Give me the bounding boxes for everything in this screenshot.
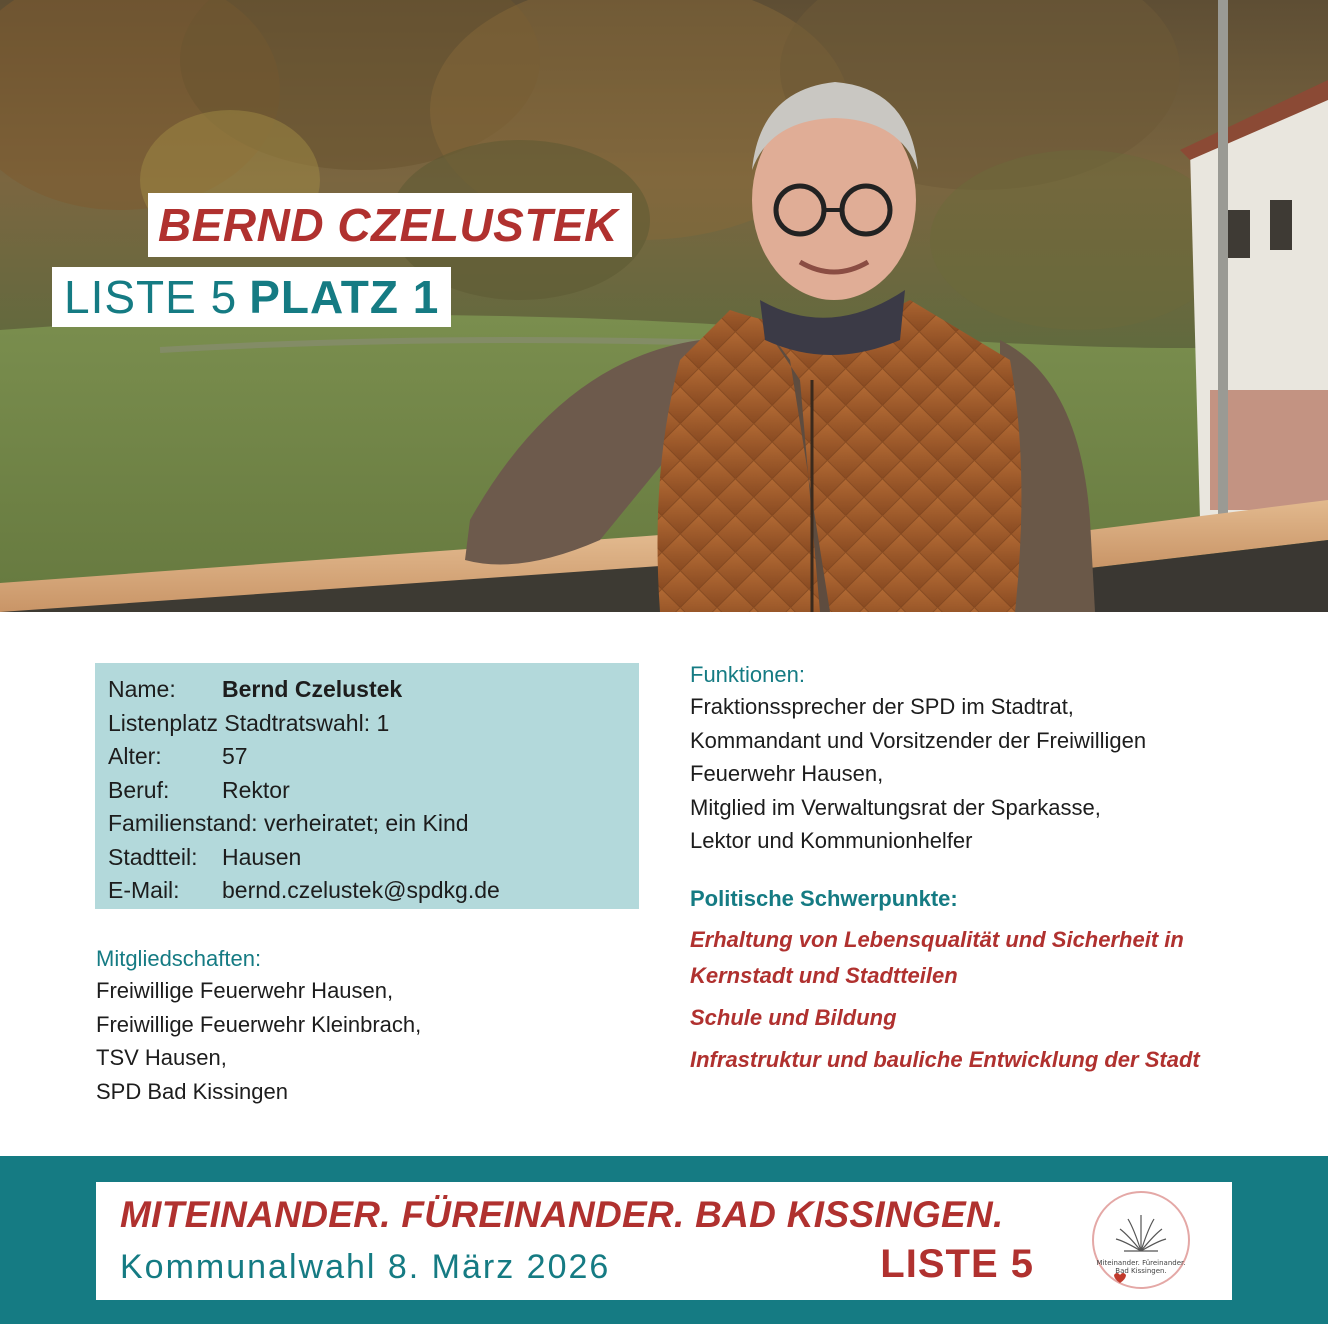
memberships-section xyxy=(96,944,421,1108)
age-value: 57 xyxy=(222,743,248,769)
footer-list-label: LISTE 5 xyxy=(880,1242,1034,1286)
slogan: MITEINANDER. FÜREINANDER. BAD KISSINGEN. xyxy=(120,1194,1004,1235)
name-label: Name: xyxy=(108,676,176,702)
memberships-title: Mitgliedschaften: xyxy=(96,946,262,971)
info-row-list-position xyxy=(108,707,639,741)
info-row-name xyxy=(108,673,639,707)
position-label: PLATZ 1 xyxy=(249,271,440,323)
info-row-family xyxy=(108,807,639,841)
list-position-text: Listenplatz Stadtratswahl: 1 xyxy=(108,709,390,736)
candidate-photo xyxy=(0,0,1328,612)
info-row-age xyxy=(108,740,639,774)
list-item: Freiwillige Feuerwehr Hausen, xyxy=(96,978,394,1003)
age-label: Alter: xyxy=(108,743,162,769)
election-date: Kommunalwahl 8. März 2026 xyxy=(120,1248,611,1286)
name-value: Bernd Czelustek xyxy=(222,676,403,702)
focus-item: Erhaltung von Lebensqualität und Sicherheit in xyxy=(690,927,1184,952)
email-label: E-Mail: xyxy=(108,877,180,903)
info-row-email xyxy=(108,874,639,908)
function-line: Lektor und Kommunionhelfer xyxy=(690,828,973,853)
family-text: Familienstand: verheiratet; ein Kind xyxy=(108,810,469,836)
list-label: LISTE 5 xyxy=(64,271,238,323)
list-item: SPD Bad Kissingen xyxy=(96,1078,288,1104)
list-position-banner xyxy=(52,267,451,327)
list-item: TSV Hausen, xyxy=(96,1045,227,1070)
footer-panel xyxy=(96,1182,1232,1300)
job-value: Rektor xyxy=(222,776,290,803)
focus-title: Politische Schwerpunkte: xyxy=(690,886,958,911)
personal-info-box xyxy=(95,663,639,909)
footer-bar xyxy=(0,1156,1328,1324)
political-focus-section xyxy=(690,884,1200,1078)
candidate-name: BERND CZELUSTEK xyxy=(158,199,618,251)
job-label: Beruf: xyxy=(108,776,170,803)
focus-item: Infrastruktur und bauliche Entwicklung der Stadt xyxy=(690,1047,1200,1072)
logo-text-line1: Miteinander. Füreinander. xyxy=(1096,1259,1186,1267)
candidate-name-banner xyxy=(148,193,632,257)
functions-section xyxy=(690,660,1146,858)
function-line: Mitglied im Verwaltungsrat der Sparkasse, xyxy=(690,794,1101,820)
function-line: Fraktionssprecher der SPD im Stadtrat, xyxy=(690,694,1074,719)
campaign-logo xyxy=(1092,1191,1190,1289)
logo-text-line2: Bad Kissingen. xyxy=(1115,1267,1167,1275)
function-line: Kommandant und Vorsitzender der Freiwilligen xyxy=(690,727,1147,753)
district-label: Stadtteil: xyxy=(108,843,198,870)
focus-item: Schule und Bildung xyxy=(690,1005,897,1030)
district-value: Hausen xyxy=(222,843,302,870)
focus-item: Kernstadt und Stadtteilen xyxy=(690,963,958,988)
email-value: bernd.czelustek@spdkg.de xyxy=(222,877,500,903)
info-row-job xyxy=(108,774,639,808)
function-line: Feuerwehr Hausen, xyxy=(690,761,884,786)
functions-title: Funktionen: xyxy=(690,662,805,687)
list-item: Freiwillige Feuerwehr Kleinbrach, xyxy=(96,1011,422,1037)
info-row-district xyxy=(108,841,639,875)
